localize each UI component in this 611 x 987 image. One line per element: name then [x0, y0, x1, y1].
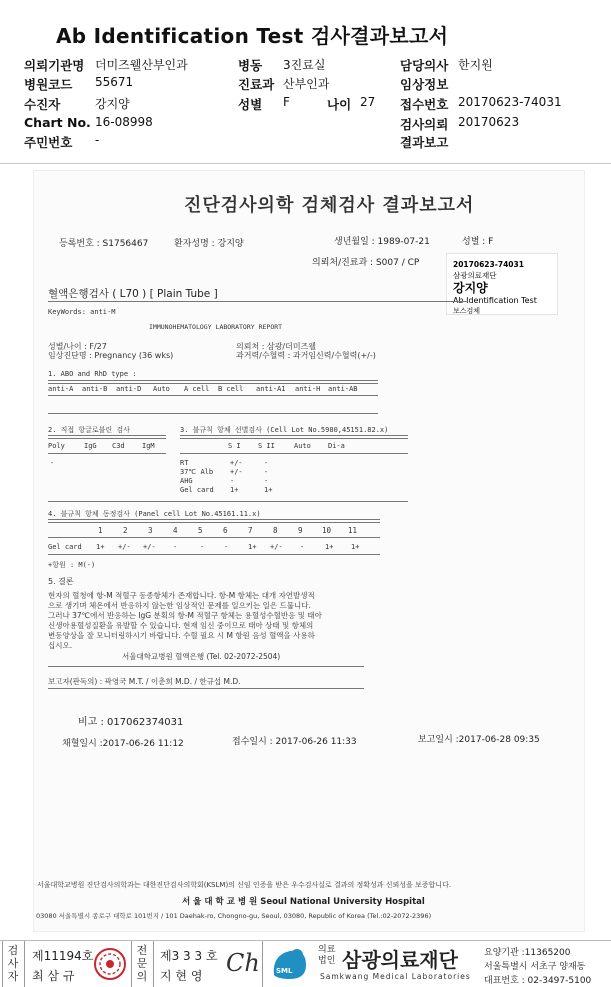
age-value: 27: [360, 95, 376, 109]
divider: [131, 941, 132, 987]
department-value: 산부인과: [283, 77, 330, 91]
panel-row-label: Gel card: [48, 543, 82, 551]
screen-row-label: RT: [180, 459, 189, 467]
foundation-name: 삼광의료재단: [342, 948, 458, 972]
inspector-license: 제11194호: [32, 949, 94, 963]
panel-result: -: [200, 543, 205, 551]
foundation-address: 서울특별시 서초구 양재동: [484, 962, 586, 972]
abo-col-auto: Auto: [153, 385, 170, 393]
patient-sex: 성별 : F: [462, 237, 494, 247]
blood-bank-contact: 서울대학교병원 혈액은행 (Tel. 02-2072-2504): [122, 652, 281, 661]
panel-result: +/-: [143, 543, 156, 551]
screen-cell: 1+: [264, 486, 273, 494]
panel-result: 1+: [248, 543, 257, 551]
patient-name: 환자성명 : 강지양: [174, 239, 244, 249]
screen-row-label: 37℃ Alb: [180, 468, 214, 476]
divider: [48, 666, 364, 667]
conclusion-line: 현자의 혈청에 항-M 적혈구 동종항체가 존재합니다. 항-M 항체는 대개 자연발생적: [48, 591, 315, 600]
section1-title: 1. ABO and RhD type :: [48, 370, 137, 378]
panel-cell: 7: [248, 526, 253, 535]
header-divider: [0, 163, 611, 164]
divider: [24, 941, 25, 987]
panel-cell: 9: [298, 526, 303, 535]
doctor-value: 한지원: [458, 58, 493, 72]
registration-number: 등록번호 : S1756467: [59, 239, 149, 249]
inspector-name: 최 삼 규: [32, 969, 75, 983]
stamp-foundation: 삼광의료재단: [453, 271, 497, 280]
abo-col-anti-a1: anti-A1: [256, 385, 286, 393]
lab-report-heading: IMMUNOHEMATOLOGY LABORATORY REPORT: [149, 323, 283, 331]
section5-title: 5. 결론: [48, 577, 74, 586]
screen-cell: -: [264, 468, 269, 476]
sex-value: F: [283, 95, 290, 109]
divider: [153, 941, 154, 987]
patient-value: 강지양: [95, 97, 130, 111]
panel-result: 1+: [351, 543, 360, 551]
divider: [180, 453, 408, 454]
screen-row-label: Gel card: [180, 486, 214, 494]
screen-col-auto: Auto: [294, 442, 311, 450]
conclusion-line: 신생아용혈성질환을 유발할 수 있습니다. 현재 임신 중이므로 태아 상태 및 항체의: [48, 621, 314, 630]
panel-result: 1+: [325, 543, 334, 551]
screen-cell: -: [230, 477, 235, 485]
specialist-license: 제3 3 3 호: [160, 949, 218, 963]
test-request-value: 20170623: [458, 115, 520, 129]
report-title: Ab Identification Test 검사결과보고서: [56, 24, 449, 48]
screen-col-di-a: Di-a: [328, 442, 345, 450]
abo-col-anti-b: anti-B: [82, 385, 108, 393]
representative-phone: 대표번호 : 02-3497-5100: [484, 976, 592, 986]
panel-cell: 10: [322, 526, 332, 535]
screen-cell: -: [264, 477, 269, 485]
screen-cell: +/-: [230, 468, 243, 476]
keywords: KeyWords: anti-M: [48, 308, 116, 316]
ward-value: 3진료실: [283, 58, 326, 72]
foundation-english-name: Samkwang Medical Laboratories: [320, 972, 471, 981]
abo-col-b-cell: B cell: [218, 385, 244, 393]
conclusion-text: [48, 591, 322, 651]
requesting-org-value: 더미즈웰산부인과: [95, 58, 188, 72]
dat-col-c3d: C3d: [112, 442, 125, 450]
test-request-label: 검사의뢰: [400, 117, 449, 132]
sml-logo-icon: [270, 945, 310, 983]
ward-label: 병동: [238, 58, 263, 73]
dat-col-igg: IgG: [84, 442, 97, 450]
panel-result: 1+: [96, 543, 105, 551]
divider: [48, 537, 380, 538]
stamp-patient-name: 강지양: [453, 281, 488, 295]
department-label: 진료과: [238, 77, 275, 92]
divider: [48, 301, 468, 302]
screen-col-s1: S I: [228, 442, 241, 450]
requesting-org-label: 의뢰기관명: [24, 58, 85, 73]
transfusion-history: 과거력/수혈력 : 과거임신력/수혈력(+/-): [236, 351, 376, 360]
sex-label: 성별: [238, 97, 263, 112]
abo-col-anti-d: anti-D: [116, 385, 142, 393]
screen-cell: +/-: [230, 459, 243, 467]
panel-result: -: [173, 543, 178, 551]
divider: [48, 688, 364, 689]
panel-cell: 3: [148, 526, 153, 535]
divider: [48, 435, 166, 439]
divider: [48, 380, 378, 384]
panel-cell: 4: [173, 526, 178, 535]
collection-date: 채혈일시 :2017-06-26 11:12: [62, 739, 184, 749]
dat-col-igm: IgM: [142, 442, 155, 450]
abo-col-a-cell: A cell: [184, 385, 210, 393]
divider: [48, 395, 378, 396]
requesting-org: 의뢰처 : 삼광/더미즈웰: [236, 342, 317, 351]
conclusion-line: 그러나 37℃에서 반응하는 IgG 분획의 항-M 적혈구 항체는 용혈성수혈반응 및 태아: [48, 611, 322, 620]
resident-no-label: 주민번호: [24, 135, 73, 150]
doctor-label: 담당의사: [400, 58, 449, 73]
divider: [262, 941, 263, 987]
age-label: 나이: [327, 97, 352, 112]
scanned-report: [33, 170, 585, 932]
sex-age: 성별/나이 : F/27: [48, 342, 107, 351]
stamp-receipt-no: 20170623-74031: [453, 260, 524, 269]
panel-cell: 8: [273, 526, 278, 535]
diagnosis: 임상진단명 : Pregnancy (36 wks): [48, 351, 174, 360]
test-name: 혈액은행검사 ( L70 ) [ Plain Tube ]: [48, 288, 218, 300]
hospital-code-value: 55671: [95, 75, 134, 89]
resident-no-value: -: [95, 133, 100, 147]
panel-cell: 6: [223, 526, 228, 535]
panel-result: -: [300, 543, 305, 551]
requester-department: 의뢰처/진료과 : S007 / CP: [312, 258, 420, 268]
conclusion-line: 으로 생기며 체온에서 반응하지 않는한 임상적인 문제를 일으키는 일은 드뭅니다.: [48, 601, 311, 610]
panel-result: +/-: [118, 543, 131, 551]
abo-col-anti-ab: anti-AB: [328, 385, 358, 393]
receipt-date: 접수일시 : 2017-06-26 11:33: [232, 737, 357, 747]
abo-col-anti-h: anti-H: [295, 385, 321, 393]
receipt-no-value: 20170623-74031: [458, 95, 562, 109]
specimen-label-stamp: [446, 253, 558, 315]
section4-title: 4. 불규칙 항체 동정검사 (Panel cell Lot No.45161.11.x): [48, 510, 261, 518]
conclusion-line: 십시오.: [48, 641, 73, 650]
signature-footer: [0, 940, 611, 987]
conclusion-line: 변동양상을 잘 모니터링하시기 바랍니다. 수혈 필요 시 M 항원 음성 혈액을 사용하: [48, 631, 315, 640]
panel-cell: 5: [198, 526, 203, 535]
section2-title: 2. 직접 항글로불린 검사: [48, 426, 130, 434]
dat-col-poly: Poly: [48, 442, 65, 450]
divider: [48, 554, 380, 555]
sml-logo-text: SML: [276, 967, 293, 975]
panel-cell: 11: [348, 526, 358, 535]
panel-cell: 1: [98, 526, 103, 535]
chart-no-value: 16-08998: [95, 115, 153, 129]
inspector-label: 검사자: [7, 944, 19, 983]
divider: [48, 519, 380, 523]
divider: [180, 435, 408, 439]
panel-result: +/-: [270, 543, 283, 551]
document-title: 진단검사의학 검체검사 결과보고서: [184, 195, 475, 216]
divider: [48, 453, 166, 454]
panel-cell: 2: [123, 526, 128, 535]
screen-col-s2: S II: [258, 442, 275, 450]
screen-row-label: AHG: [180, 477, 193, 485]
hospital-address: 03080 서울특별시 종로구 대학로 101번지 / 101 Daehak-ro, Chongno-gu, Seoul, 03080, Republic of Korea (Tel.:02-2072-2396): [36, 912, 432, 920]
birth-date: 생년월일 : 1989-07-21: [334, 237, 430, 247]
stamp-test-name: Ab Identification Test: [453, 296, 537, 305]
reporter: 보고자(판독의) : 곽영국 M.T. / 이춘희 M.D. / 한규섭 M.D.: [48, 677, 241, 686]
section3-title: 3. 불규칙 항체 선별검사 (Cell Lot No.5980,45151.82.x): [180, 426, 389, 434]
receipt-no-label: 접수번호: [400, 97, 449, 112]
specialist-signature: Ch: [226, 949, 260, 977]
hospital-name: 서 울 대 학 교 병 원 Seoul National University Hospital: [182, 897, 425, 907]
screen-cell: 1+: [230, 486, 239, 494]
stamp-specimen: 보스검체: [453, 307, 481, 315]
specialist-name: 지 현 영: [160, 969, 203, 983]
foundation-label: 의료법인: [318, 945, 336, 966]
remark: 비고 : 017062374031: [78, 717, 184, 728]
panel-result: -: [224, 543, 229, 551]
clinical-info-label: 임상정보: [400, 77, 449, 92]
chart-no-label: Chart No.: [24, 115, 91, 130]
certification-text: 서울대학교병원 진단검사의학과는 대한진단검사의학회(KSLM)의 신임 인증을 받은 우수검사실로 결과의 정확성과 신뢰성을 보증합니다.: [37, 881, 452, 889]
abo-col-anti-a: anti-A: [48, 385, 74, 393]
divider: [48, 501, 408, 502]
dat-result: -: [50, 459, 55, 467]
report-date: 보고일시 :2017-06-28 09:35: [418, 735, 540, 745]
antigen-result: +항원 : M(-): [48, 561, 96, 569]
divider: [48, 413, 378, 414]
specialist-label: 전문의: [136, 944, 148, 983]
hospital-code-label: 병원코드: [24, 77, 73, 92]
result-report-label: 결과보고: [400, 135, 449, 150]
patient-label: 수진자: [24, 97, 61, 112]
divider: [2, 941, 3, 987]
screen-cell: -: [264, 459, 269, 467]
inspector-seal-icon: [92, 945, 128, 983]
care-institution-code: 요양기관 :11365200: [484, 948, 571, 958]
